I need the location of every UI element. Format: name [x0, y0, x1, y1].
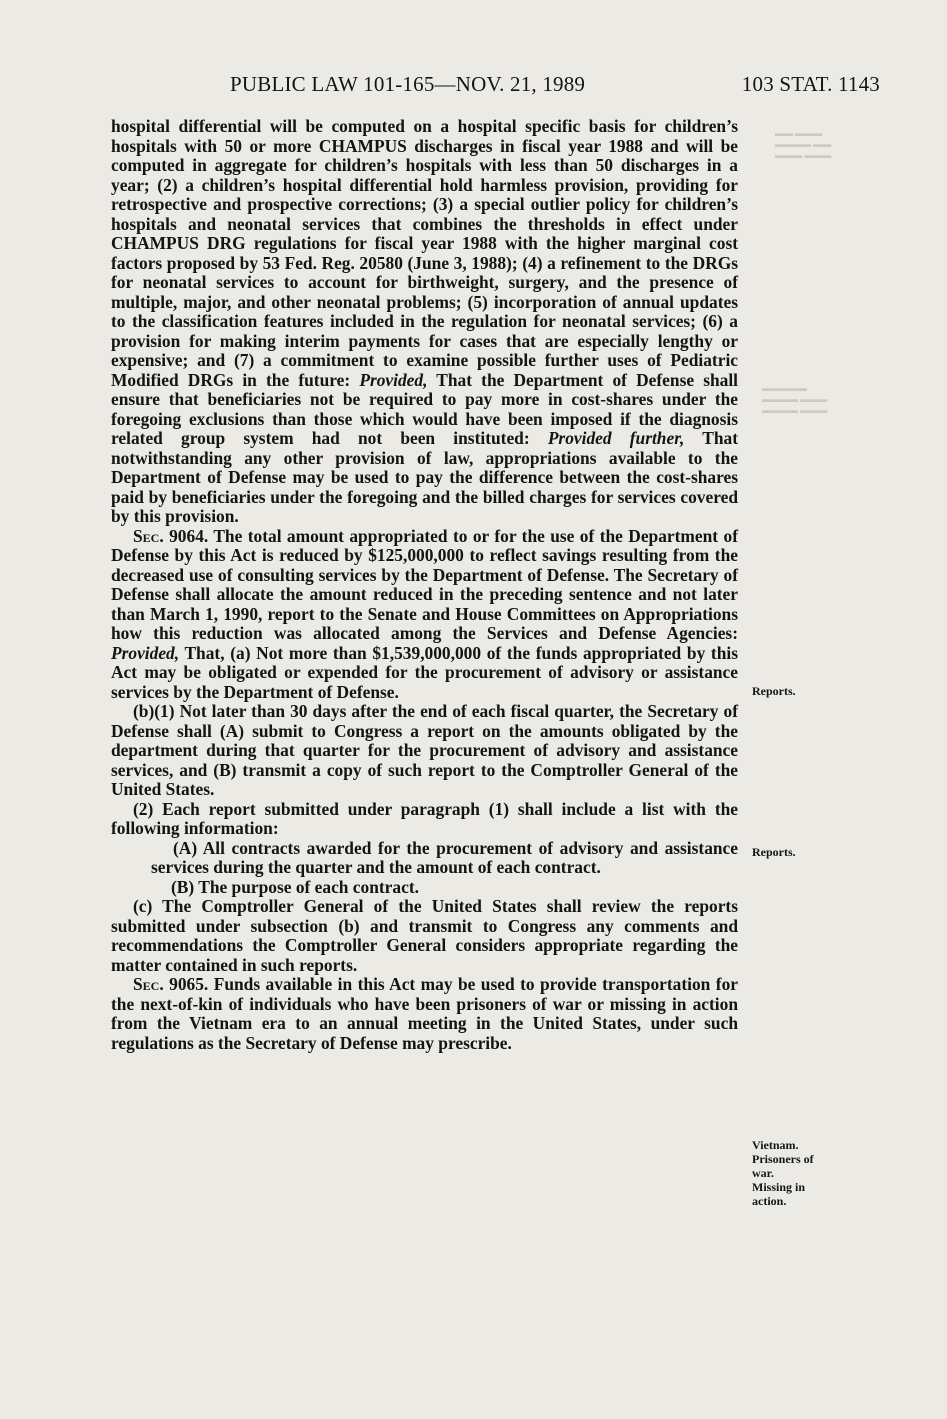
- header-stat-page: 103 STAT. 1143: [741, 72, 880, 96]
- italic-provided: Provided,: [111, 642, 180, 663]
- text-run: That the Department of Defense shall ensure that beneficiaries not be required to pay more in cost-shares under the foregoing exclusions than those which would have been imposed if the diagnosis related group system had not been instituted:: [111, 369, 739, 448]
- section-label: Sec.: [133, 525, 164, 546]
- margin-note-reports: Reports.: [752, 845, 796, 859]
- margin-note-line: Prisoners of: [752, 1152, 814, 1166]
- paragraph-2: (2) Each report submitted under paragraph (1) shall include a list with the following information:: [111, 798, 738, 838]
- text-run: That notwithstanding any other provision of law, appropriations available to the Department of Defense may be used to pay the difference between the cost-shares paid by beneficiaries under the foregoing and the billed charges for services covered by this provision.: [111, 428, 738, 526]
- subparagraph-a: (A) All contracts awarded for the procurement of advisory and assistance services during the quarter and the amount of each contract.: [151, 837, 738, 877]
- page-header: [110, 72, 880, 102]
- margin-note-line: war.: [752, 1166, 774, 1180]
- bleed-through-mark: ▬▬ ▬▬▬ ▬▬▬▬ ▬▬ ▬▬▬ ▬▬▬: [775, 128, 832, 160]
- italic-provided-further: Provided further,: [547, 428, 685, 448]
- text-run: 9065. Funds available in this Act may be used to provide transportation for the next-of-kin of individuals who have been prisoners of war or missing in action from the Vietnam era to an annual meeting in the United States, under such regulations as the Secretary of Defense may prescribe.: [111, 974, 738, 1053]
- section-label: Sec.: [133, 974, 164, 994]
- text-run: 9064. The total amount appropriated to or for the use of the Department of Defense by this Act is reduced by $125,000,000 to reflect savings resulting from the decreased use of consulting services by the Department of Defense. The Secretary of Defense shall allocate the amount reduced in the preceding sentence and not later than March 1, 1990, report to the Senate and House Committees on Appropriations how this reduction was allocated among the Services and Defense Agencies:: [111, 525, 738, 643]
- text-run: hospital differential will be computed on a hospital specific basis for children’s hospitals with 50 or more CHAMPUS discharges in fiscal year 1988 and will be computed in aggregate for children’s hospitals with less than 50 discharges in a year; (2) a children’s hospital differential hold harmless provision, providing for retrospective and prospective corrections; (3) a special outlier policy for children’s hospitals and neonatal services that combines the thresholds in effect under CHAMPUS DRG regulations for fiscal year 1988 with the higher marginal cost factors proposed by 53 Fed. Reg. 20580 (June 3, 1988); (4) a refinement to the DRGs for neonatal services to account for birthweight, surgery, and the presence of multiple, major, and other neonatal problems; (5) incorporation of annual updates to the classification features included in the regulation for neonatal services; (6) a provision for making interim payments for cases that are especially lengthy or expensive; and (7) a commitment to examine possible further uses of Pediatric Modified DRGs in the future:: [111, 116, 738, 390]
- margin-note-line: action.: [752, 1194, 787, 1208]
- document-body: [111, 117, 738, 1053]
- section-9065: [111, 975, 738, 1053]
- italic-provided: Provided,: [359, 369, 428, 390]
- section-9064: [111, 527, 738, 703]
- paragraph-continued: [111, 117, 738, 527]
- subsection-b1: (b)(1) Not later than 30 days after the end of each fiscal quarter, the Secretary of Defense shall (A) submit to Congress a report on the amounts obligated by the department during that quarter for the procurement of advisory and assistance services, and (B) transmit a copy of such report to the Comptroller General of the United States.: [111, 701, 738, 799]
- subparagraph-b: (B) The purpose of each contract.: [171, 876, 419, 897]
- margin-note-line: Vietnam.: [752, 1138, 799, 1152]
- header-title: PUBLIC LAW 101-165—NOV. 21, 1989: [230, 72, 586, 96]
- margin-note-line: Missing in: [752, 1180, 806, 1194]
- bleed-through-mark: ▬▬▬▬▬ ▬▬▬▬ ▬▬▬ ▬▬▬▬ ▬▬▬: [762, 383, 828, 415]
- text-run: That, (a) Not more than $1,539,000,000 of the funds appropriated by this Act may be obligated or expended for the procurement of advisory or assistance services by the Department of Defense.: [111, 642, 738, 702]
- margin-note-vietnam: [752, 1138, 814, 1208]
- margin-note-reports: Reports.: [752, 684, 796, 698]
- subsection-c: (c) The Comptroller General of the United States shall review the reports submitted under subsection (b) and transmit to Congress any comments and recommendations the Comptroller General considers appropriate regarding the matter contained in such reports.: [111, 896, 738, 975]
